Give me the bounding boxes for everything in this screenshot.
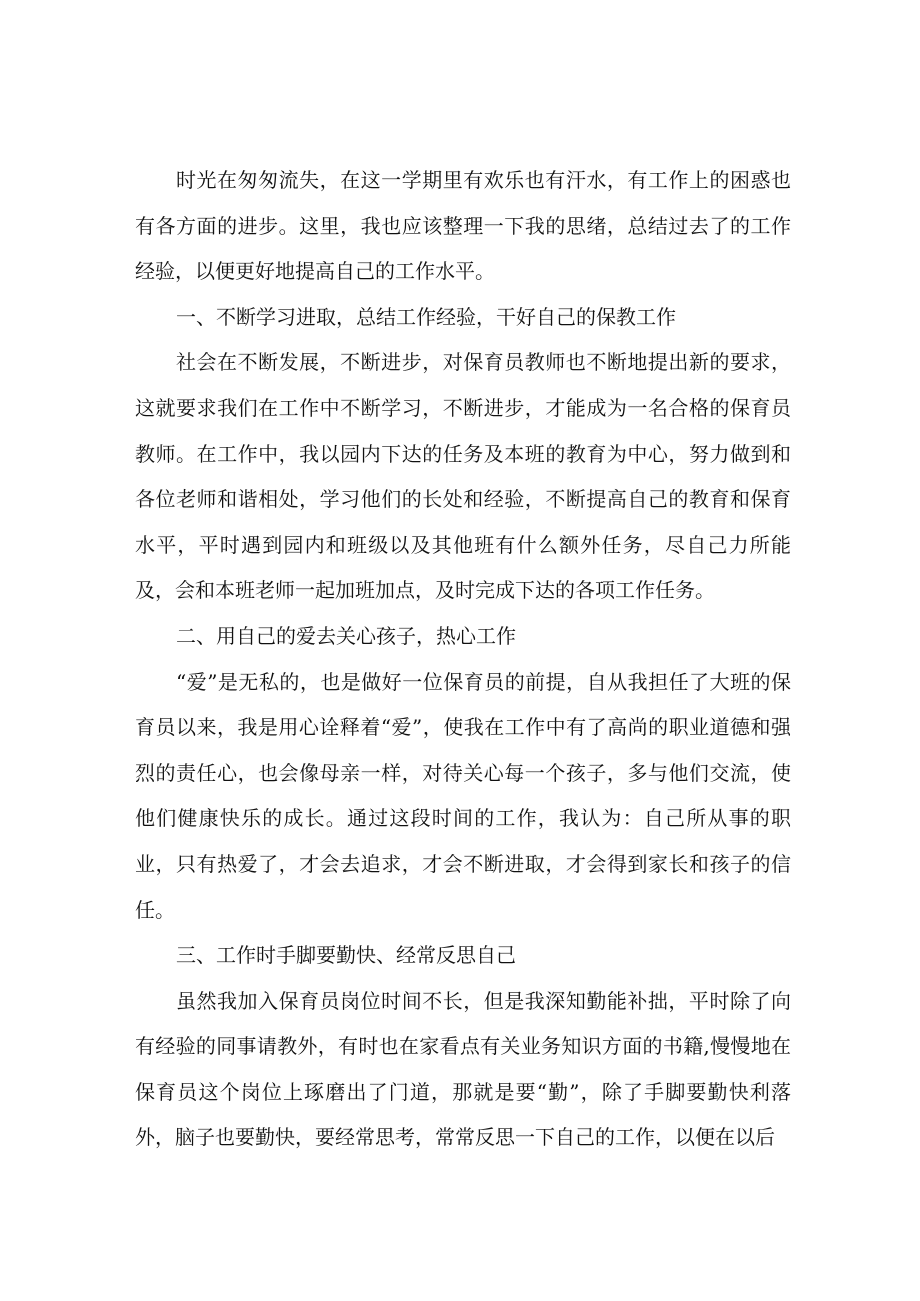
section-heading-2: 二、用自己的爱去关心孩子，热心工作 [176, 623, 516, 648]
section-1-paragraph: 社会在不断发展，不断进步，对保育员教师也不断地提出新的要求，这就要求我们在工作中不断学习，不断进步，才能成为一名合格的保育员教师。在工作中，我以园内下达的任务及本班的教育为中心，努力做到和各位老师和谐相处，学习他们的长处和经验，不断提高自己的教育和保育水平，平时遇到园内和班级以及其他班有什么额外任务，尽自己力所能及，会和本班老师一起加班加点，及时完成下达的各项工作任务。 [135, 350, 791, 603]
intro-paragraph: 时光在匆匆流失，在这一学期里有欢乐也有汗水，有工作上的困惑也有各方面的进步。这里，我也应该整理一下我的思绪，总结过去了的工作经验，以便更好地提高自己的工作水平。 [135, 168, 791, 284]
document-body [135, 158, 791, 1161]
section-heading-1: 一、不断学习进取，总结工作经验，干好自己的保教工作 [176, 304, 676, 329]
section-3-paragraph: 虽然我加入保育员岗位时间不长，但是我深知勤能补拙，平时除了向有经验的同事请教外，有时也在家看点有关业务知识方面的书籍,慢慢地在保育员这个岗位上琢磨出了门道，那就是要“勤”，除了手脚要勤快利落外，脑子也要勤快，要经常思考，常常反思一下自己的工作，以便在以后 [135, 988, 791, 1150]
section-heading-3: 三、工作时手脚要勤快、经常反思自己 [176, 943, 516, 968]
section-2-paragraph: “爱”是无私的，也是做好一位保育员的前提，自从我担任了大班的保育员以来，我是用心诠释着“爱”，使我在工作中有了高尚的职业道德和强烈的责任心，也会像母亲一样，对待关心每一个孩子，多与他们交流，使他们健康快乐的成长。通过这段时间的工作，我认为：自己所从事的职业，只有热爱了，才会去追求，才会不断进取，才会得到家长和孩子的信任。 [135, 669, 791, 922]
